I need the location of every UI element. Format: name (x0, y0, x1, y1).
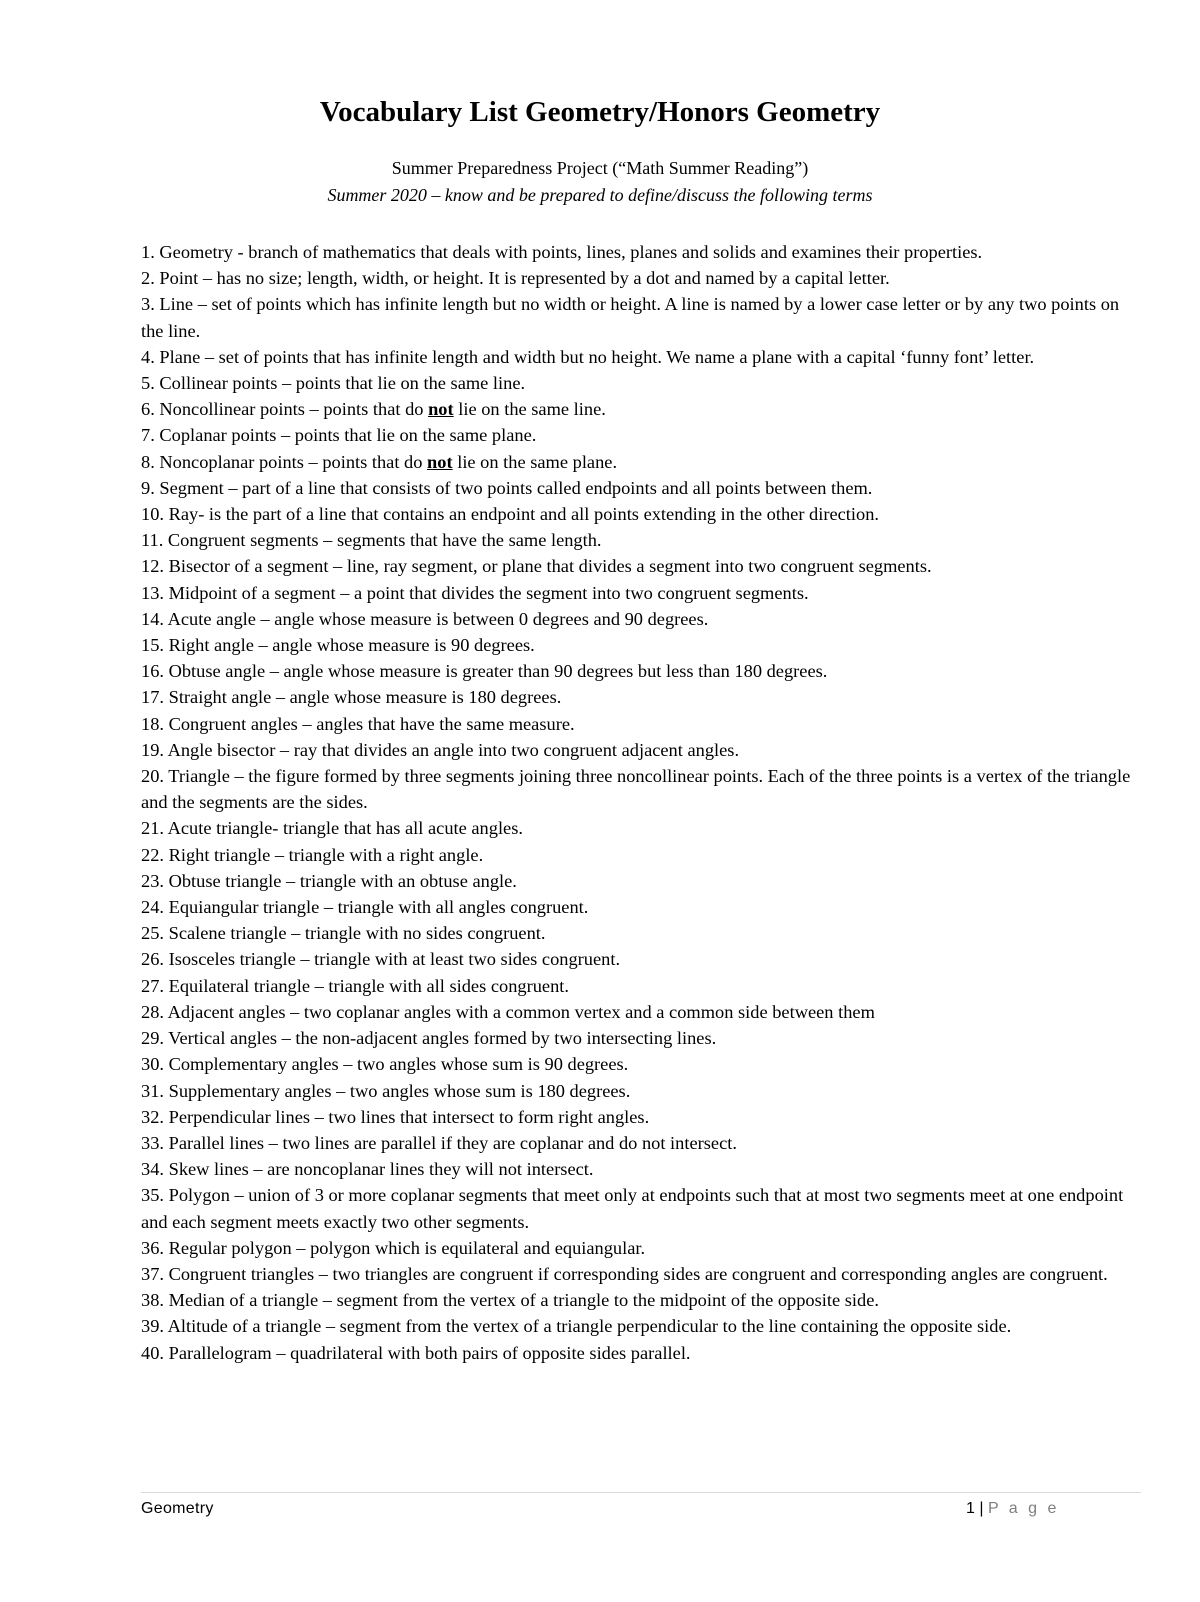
vocabulary-term (141, 396, 1141, 422)
vocabulary-term: 9. Segment – part of a line that consists of two points called endpoints and all points between them. (141, 477, 873, 498)
vocabulary-term: 10. Ray- is the part of a line that contains an endpoint and all points extending in the other direction. (141, 504, 879, 525)
vocabulary-term: 32. Perpendicular lines – two lines that intersect to form right angles. (141, 1106, 650, 1127)
vocabulary-term: 15. Right angle – angle whose measure is 90 degrees. (141, 635, 535, 656)
vocabulary-term: 29. Vertical angles – the non-adjacent angles formed by two intersecting lines. (141, 1028, 717, 1049)
page-number: 1 (966, 1500, 975, 1517)
vocabulary-term (141, 449, 1141, 475)
vocabulary-term: 22. Right triangle – triangle with a right angle. (141, 844, 484, 865)
vocabulary-term: 34. Skew lines – are noncoplanar lines they will not intersect. (141, 1159, 594, 1180)
term-text: lie on the same line. (453, 399, 606, 420)
vocabulary-term: 14. Acute angle – angle whose measure is between 0 degrees and 90 degrees. (141, 608, 709, 629)
footer-page-indicator (966, 1500, 1059, 1518)
vocabulary-term: 36. Regular polygon – polygon which is equilateral and equiangular. (141, 1237, 646, 1258)
vocabulary-term: 27. Equilateral triangle – triangle with all sides congruent. (141, 975, 569, 996)
vocabulary-term: 16. Obtuse angle – angle whose measure is greater than 90 degrees but less than 180 degrees. (141, 661, 828, 682)
vocabulary-term: 24. Equiangular triangle – triangle with all angles congruent. (141, 897, 589, 918)
vocabulary-term: 31. Supplementary angles – two angles whose sum is 180 degrees. (141, 1080, 631, 1101)
vocabulary-term: 2. Point – has no size; length, width, or height. It is represented by a dot and named by a capital letter. (141, 268, 890, 289)
vocabulary-term: 26. Isosceles triangle – triangle with at least two sides congruent. (141, 949, 621, 970)
vocabulary-term: 3. Line – set of points which has infinite length but no width or height. A line is named by a lower case letter or by any two points on the line. (141, 294, 1120, 341)
vocabulary-term: 11. Congruent segments – segments that have the same length. (141, 530, 602, 551)
document-title: Vocabulary List Geometry/Honors Geometry (319, 96, 881, 128)
vocabulary-term: 40. Parallelogram – quadrilateral with both pairs of opposite sides parallel. (141, 1342, 691, 1363)
vocabulary-term: 12. Bisector of a segment – line, ray segment, or plane that divides a segment into two congruent segments. (141, 556, 932, 577)
vocabulary-term: 1. Geometry - branch of mathematics that deals with points, lines, planes and solids and examines their properties. (141, 242, 983, 262)
emphasized-word: not (428, 399, 454, 420)
vocabulary-term: 33. Parallel lines – two lines are parallel if they are coplanar and do not intersect. (141, 1132, 737, 1153)
vocabulary-term: 35. Polygon – union of 3 or more coplanar segments that meet only at endpoints such that at most two segments meet at one endpoint and each segment meets exactly two other segments. (141, 1185, 1124, 1232)
term-text: 8. Noncoplanar points – points that do (141, 451, 428, 472)
vocabulary-term: 13. Midpoint of a segment – a point that divides the segment into two congruent segments. (141, 582, 809, 603)
footer-subject: Geometry (141, 1500, 214, 1517)
vocabulary-term: 7. Coplanar points – points that lie on the same plane. (141, 425, 537, 446)
vocabulary-term: 39. Altitude of a triangle – segment from the vertex of a triangle perpendicular to the line containing the opposite side. (141, 1316, 1012, 1337)
vocabulary-term: 38. Median of a triangle – segment from the vertex of a triangle to the midpoint of the opposite side. (141, 1290, 879, 1311)
vocabulary-term: 25. Scalene triangle – triangle with no sides congruent. (141, 923, 546, 944)
page-separator: | (979, 1500, 984, 1517)
vocabulary-term: 21. Acute triangle- triangle that has all acute angles. (141, 818, 523, 839)
vocabulary-list (141, 239, 1141, 1366)
document-instruction: Summer 2020 – know and be prepared to define/discuss the following terms (327, 185, 873, 205)
vocabulary-term: 18. Congruent angles – angles that have the same measure. (141, 713, 575, 734)
term-text: lie on the same plane. (452, 451, 618, 472)
page-label: P a g e (987, 1500, 1060, 1517)
vocabulary-term: 20. Triangle – the figure formed by three segments joining three noncollinear points. Each of the three points is a vertex of the triangle and the segments are the sides. (141, 766, 1131, 813)
emphasized-word: not (427, 451, 453, 472)
footer-divider (141, 1492, 1141, 1493)
vocabulary-term: 23. Obtuse triangle – triangle with an obtuse angle. (141, 870, 517, 891)
vocabulary-term: 5. Collinear points – points that lie on the same line. (141, 373, 526, 394)
document-subtitle: Summer Preparedness Project (“Math Summer Reading”) (391, 158, 809, 178)
vocabulary-term: 37. Congruent triangles – two triangles are congruent if corresponding sides are congruent and corresponding angles are congruent. (141, 1263, 1108, 1284)
vocabulary-term: 4. Plane – set of points that has infinite length and width but no height. We name a plane with a capital ‘funny font’ letter. (141, 346, 1035, 367)
vocabulary-term: 19. Angle bisector – ray that divides an angle into two congruent adjacent angles. (141, 739, 740, 760)
term-text: 6. Noncollinear points – points that do (141, 399, 429, 420)
vocabulary-term: 17. Straight angle – angle whose measure is 180 degrees. (141, 687, 562, 708)
vocabulary-term: 28. Adjacent angles – two coplanar angles with a common vertex and a common side between them (141, 1001, 875, 1022)
vocabulary-term: 30. Complementary angles – two angles whose sum is 90 degrees. (141, 1054, 629, 1075)
